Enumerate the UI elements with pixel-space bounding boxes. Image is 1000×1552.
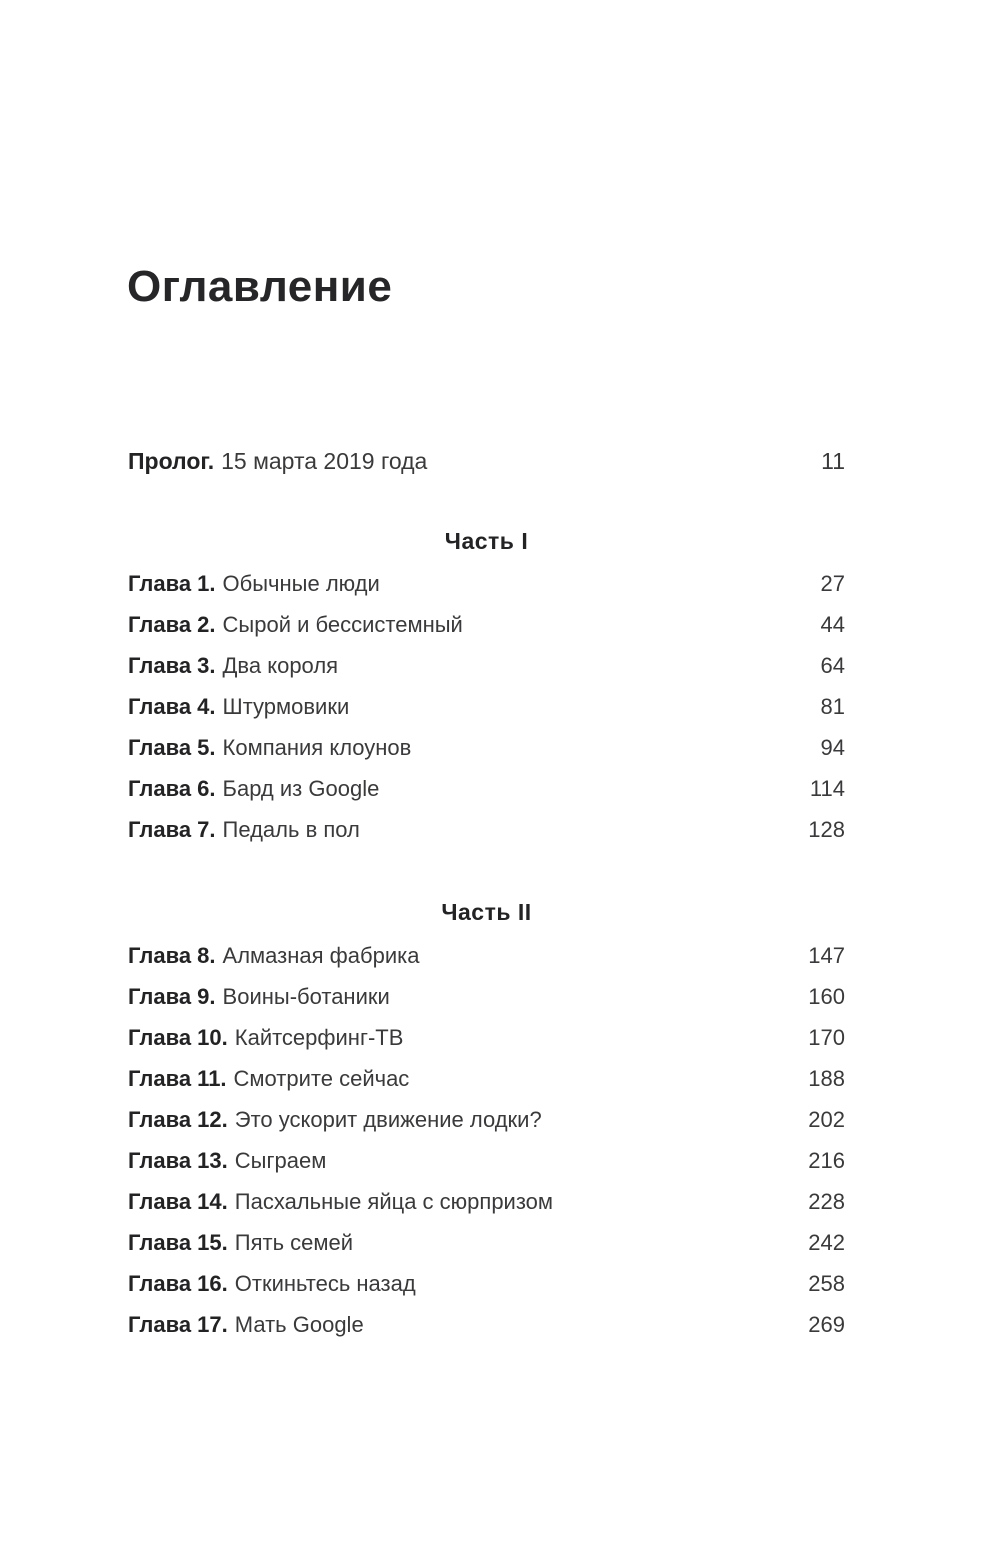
chapter-title: Мать Google (234, 1311, 364, 1337)
page-title: Оглавление (127, 262, 393, 311)
chapter-page-number: 188 (808, 1065, 845, 1091)
chapter-title: Алмазная фабрика (222, 942, 420, 968)
chapter-title: Воины-ботаники (222, 983, 390, 1009)
chapter-title: Пять семей (234, 1229, 354, 1255)
chapter-label: Глава 10. (128, 1024, 228, 1050)
chapter-page-number: 202 (808, 1106, 845, 1132)
toc-entry-chapter-6 (128, 768, 845, 809)
toc-entry-chapter-4 (128, 686, 845, 727)
chapter-title: Откиньтесь назад (234, 1270, 416, 1296)
chapter-title: Обычные люди (222, 570, 380, 596)
chapter-page-number: 64 (820, 652, 845, 678)
toc-entry-chapter-10 (128, 1017, 845, 1058)
part-2-chapter-list (128, 935, 845, 1345)
chapter-title: Компания клоунов (222, 734, 412, 760)
prologue-label: Пролог. (128, 448, 215, 474)
chapter-label: Глава 1. (128, 570, 216, 596)
toc-entry-chapter-8 (128, 935, 845, 976)
chapter-label: Глава 3. (128, 652, 216, 678)
chapter-label: Глава 12. (128, 1106, 228, 1132)
part-1-heading: Часть I (444, 528, 529, 554)
chapter-page-number: 94 (820, 734, 845, 760)
chapter-page-number: 269 (808, 1311, 845, 1337)
chapter-page-number: 27 (820, 570, 845, 596)
chapter-title: Сыграем (234, 1147, 327, 1173)
chapter-label: Глава 17. (128, 1311, 228, 1337)
chapter-title: Два короля (222, 652, 339, 678)
chapter-label: Глава 15. (128, 1229, 228, 1255)
prologue-page-number: 11 (821, 448, 845, 474)
chapter-title: Сырой и бессистемный (222, 611, 463, 637)
toc-entry-chapter-15 (128, 1222, 845, 1263)
chapter-title: Штурмовики (222, 693, 350, 719)
part-2-heading: Часть II (441, 899, 532, 925)
chapter-label: Глава 2. (128, 611, 216, 637)
chapter-label: Глава 16. (128, 1270, 228, 1296)
chapter-page-number: 81 (820, 693, 845, 719)
chapter-page-number: 128 (808, 816, 845, 842)
chapter-label: Глава 8. (128, 942, 216, 968)
chapter-title: Смотрите сейчас (233, 1065, 410, 1091)
toc-entry-chapter-13 (128, 1140, 845, 1181)
chapter-title: Пасхальные яйца с сюрпризом (234, 1188, 554, 1214)
chapter-label: Глава 13. (128, 1147, 228, 1173)
chapter-label: Глава 9. (128, 983, 216, 1009)
part-1-chapter-list (128, 563, 845, 850)
chapter-title: Педаль в пол (222, 816, 360, 842)
toc-entry-chapter-2 (128, 604, 845, 645)
chapter-page-number: 147 (808, 942, 845, 968)
chapter-title: Бард из Google (222, 775, 380, 801)
chapter-title: Кайтсерфинг-ТВ (234, 1024, 404, 1050)
chapter-title: Это ускорит движение лодки? (234, 1106, 542, 1132)
toc-entry-chapter-16 (128, 1263, 845, 1304)
chapter-page-number: 228 (808, 1188, 845, 1214)
chapter-page-number: 216 (808, 1147, 845, 1173)
toc-entry-chapter-5 (128, 727, 845, 768)
chapter-page-number: 160 (808, 983, 845, 1009)
chapter-label: Глава 7. (128, 816, 216, 842)
chapter-label: Глава 4. (128, 693, 216, 719)
toc-entry-chapter-9 (128, 976, 845, 1017)
prologue-title: 15 марта 2019 года (221, 448, 428, 474)
toc-entry-chapter-14 (128, 1181, 845, 1222)
toc-entry-chapter-1 (128, 563, 845, 604)
chapter-label: Глава 11. (128, 1065, 227, 1091)
prologue-entry (128, 448, 427, 475)
chapter-page-number: 258 (808, 1270, 845, 1296)
chapter-page-number: 44 (820, 611, 845, 637)
chapter-label: Глава 14. (128, 1188, 228, 1214)
toc-entry-chapter-12 (128, 1099, 845, 1140)
toc-entry-chapter-3 (128, 645, 845, 686)
chapter-label: Глава 5. (128, 734, 216, 760)
chapter-label: Глава 6. (128, 775, 216, 801)
toc-entry-chapter-11 (128, 1058, 845, 1099)
chapter-page-number: 242 (808, 1229, 845, 1255)
toc-entry-prologue (128, 441, 845, 482)
toc-entry-chapter-7 (128, 809, 845, 850)
toc-entry-chapter-17 (128, 1304, 845, 1345)
chapter-page-number: 114 (809, 775, 845, 801)
chapter-page-number: 170 (808, 1024, 845, 1050)
